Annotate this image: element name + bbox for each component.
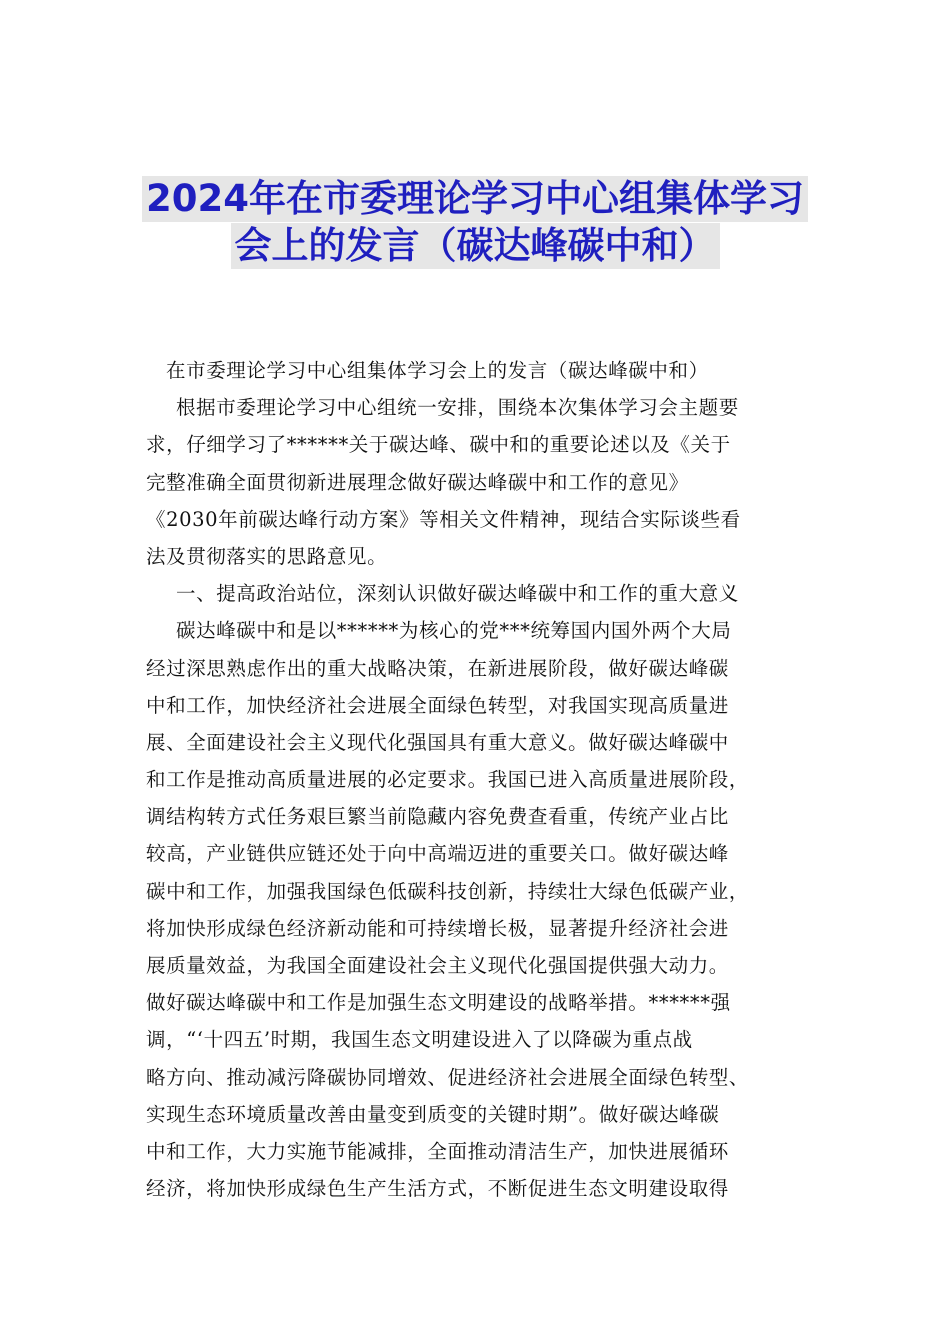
body-line: 展、全面建设社会主义现代化强国具有重大意义。做好碳达峰碳中 — [146, 730, 729, 754]
body-line: 法及贯彻落实的思路意见。 — [146, 544, 388, 568]
body-line: 中和工作，加快经济社会进展全面绿色转型，对我国实现高质量进 — [146, 693, 729, 717]
body-line: 调结构转方式任务艰巨繁当前隐藏内容免费查看重，传统产业占比 — [146, 805, 729, 829]
body-line: 中和工作，大力实施节能减排，全面推动清洁生产，加快进展循环 — [146, 1139, 729, 1163]
body-line: 经过深思熟虑作出的重大战略决策，在新进展阶段，做好碳达峰碳 — [146, 656, 729, 680]
body-line: 碳达峰碳中和是以******为核心的党***统筹国内国外两个大局 — [176, 619, 732, 643]
body-line: 经济，将加快形成绿色生产生活方式，不断促进生态文明建设取得 — [146, 1177, 729, 1201]
body-line: 和工作是推动高质量进展的必定要求。我国已进入高质量进展阶段， — [146, 768, 750, 792]
body-line: 展质量效益，为我国全面建设社会主义现代化强国提供强大动力。 — [146, 954, 729, 977]
body-line: 根据市委理论学习中心组统一安排，围绕本次集体学习会主题要 — [176, 396, 739, 420]
body-line: 做好碳达峰碳中和工作是加强生态文明建设的战略举措。******强 — [146, 991, 731, 1015]
section-heading: 一、提高政治站位，深刻认识做好碳达峰碳中和工作的重大意义 — [176, 582, 739, 606]
document-title — [0, 176, 950, 270]
title-line-1: 2024年在市委理论学习中心组集体学习 — [142, 176, 808, 222]
subtitle-line: 在市委理论学习中心组集体学习会上的发言（碳达峰碳中和） — [166, 359, 709, 382]
body-line: 求，仔细学习了******关于碳达峰、碳中和的重要论述以及《关于 — [146, 433, 731, 457]
body-line: 碳中和工作，加强我国绿色低碳科技创新，持续壮大绿色低碳产业， — [146, 879, 750, 903]
body-line: 略方向、推动减污降碳协同增效、促进经济社会进展全面绿色转型、 — [146, 1065, 750, 1089]
body-line: 完整准确全面贯彻新进展理念做好碳达峰碳中和工作的意见》 — [146, 470, 689, 494]
body-line: 《2030年前碳达峰行动方案》等相关文件精神，现结合实际谈些看 — [146, 507, 741, 531]
body-line: 将加快形成绿色经济新动能和可持续增长极，显著提升经济社会进 — [146, 916, 729, 940]
body-line: 较高，产业链供应链还处于向中高端迈进的重要关口。做好碳达峰 — [146, 842, 729, 866]
body-line: 实现生态环境质量改善由量变到质变的关键时期”。做好碳达峰碳 — [146, 1102, 720, 1126]
title-line-2: 会上的发言（碳达峰碳中和） — [231, 223, 720, 269]
document-body — [146, 352, 808, 1207]
body-line: 调，“‘十四五’时期，我国生态文明建设进入了以降碳为重点战 — [146, 1028, 693, 1052]
